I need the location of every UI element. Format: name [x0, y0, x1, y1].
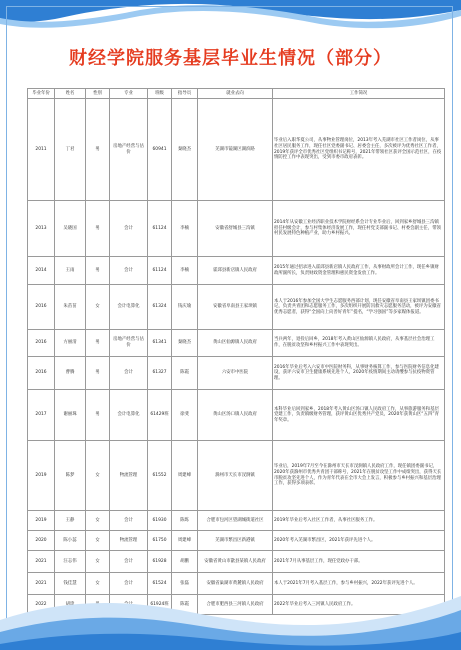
- cell-advisor: 胡鹏: [172, 551, 198, 573]
- cell-class: 60941: [148, 99, 172, 201]
- cell-advisor: 周建峰: [172, 531, 198, 551]
- cell-major: 房地产经营与估价: [110, 330, 148, 357]
- cell-class: 61124: [148, 201, 172, 257]
- cell-major: 会计电算化: [110, 285, 148, 330]
- page-title: 财经学院服务基层毕业生情况（部分）: [69, 48, 392, 69]
- cell-name: 胡琦: [55, 595, 86, 615]
- cell-year: 2016: [28, 357, 55, 390]
- cell-major: 会计: [110, 551, 148, 573]
- cell-advisor: 李楠: [172, 201, 198, 257]
- table-row: [28, 390, 445, 441]
- col-header-place: 就业去向: [198, 89, 273, 99]
- cell-name: 王静: [55, 511, 86, 531]
- cell-class: 61524: [148, 573, 172, 595]
- cell-year: 2011: [28, 99, 55, 201]
- table-row: [28, 551, 445, 573]
- cell-advisor: 李楠: [172, 257, 198, 285]
- cell-gender: 女: [86, 285, 110, 330]
- col-header-advisor: 指导员: [172, 89, 198, 99]
- cell-major: 会计: [110, 357, 148, 390]
- cell-place: 安徽省黄山市歙县某镇人民政府: [198, 551, 273, 573]
- cell-note: 2016年毕业后考入六安市中医院财务科，从事财务核算工作，参与医院财务信息化建设，获评六安市卫生健康系统先进个人，2020年疫情期间主动请缨参与抗疫物资管理。: [273, 357, 445, 390]
- cell-major: 会计: [110, 257, 148, 285]
- cell-note: 2019年毕业后考入社区工作者，从事社区服务工作。: [273, 511, 445, 531]
- cell-gender: 女: [86, 511, 110, 531]
- cell-major: 会计: [110, 201, 148, 257]
- cell-place: 合肥市肥西县三河镇人民政府: [198, 595, 273, 615]
- cell-major: 会计电算化: [110, 390, 148, 441]
- col-header-major: 专业: [110, 89, 148, 99]
- cell-class: 61552: [148, 441, 172, 511]
- cell-gender: 女: [86, 551, 110, 573]
- table-row: [28, 330, 445, 357]
- cell-year: 2017: [28, 390, 55, 441]
- cell-advisor: 秦晓杰: [172, 99, 198, 201]
- cell-name: 陈梦: [55, 441, 86, 511]
- graduates-table: [27, 88, 444, 615]
- cell-note: 2020年考入芜湖市繁昌区，2021年获评先进个人。: [273, 531, 445, 551]
- cell-class: 61750: [148, 531, 172, 551]
- col-header-note: 工作简况: [273, 89, 445, 99]
- cell-place: 黄山区仙源镇人民政府: [198, 330, 273, 357]
- cell-advisor: 陈霞: [172, 595, 198, 615]
- cell-note: 毕业后入职华夏公司，从事物业管理岗位，2013年考入芜湖市社区工作者岗位，从事社区居民服务工作，现任社区党委副书记、居委会主任，多次被评为优秀社区工作者，2019年获评全市优秀社区党组织书记称号，2021年带领社区获评全国示范社区，在疫情防控工作中表现突出，受到市委市政府表彰。: [273, 99, 445, 201]
- cell-year: 2021: [28, 573, 55, 595]
- cell-name: 钱佳慧: [55, 573, 86, 595]
- col-header-year: 毕业年份: [28, 89, 55, 99]
- cell-gender: 男: [86, 201, 110, 257]
- cell-class: 61124: [148, 257, 172, 285]
- cell-note: 2014年从安徽工业经济职业技术学院财经系会计专业毕业后，回到家乡舒城县三沟镇担任村级会计，参与村集体经济发展工作，现任村党支部副书记、村委会副主任，带领村民发展特色种植产业，助力乡村振兴。: [273, 201, 445, 257]
- cell-place: 霍邱县新店镇人民政府: [198, 257, 273, 285]
- cell-place: 芜湖市镜湖区湖滨路: [198, 99, 273, 201]
- cell-class: 61930: [148, 511, 172, 531]
- cell-place: 合肥市包河区望湖城街道社区: [198, 511, 273, 531]
- cell-note: 2022年毕业后考入三河镇人民政府工作。: [273, 595, 445, 615]
- cell-advisor: 张磊: [172, 573, 198, 595]
- cell-year: 2022: [28, 595, 55, 615]
- col-header-gender: 性别: [86, 89, 110, 99]
- table-row: [28, 441, 445, 511]
- cell-place: 安徽省阜南县王家坝镇: [198, 285, 273, 330]
- cell-gender: 男: [86, 99, 110, 201]
- cell-note: 2015年通过招录进入霍邱县新店镇人民政府工作，从事财政所会计工作，现任乡镇财政所副所长，负责财政资金管理和惠民资金发放工作。: [273, 257, 445, 285]
- table-row: [28, 357, 445, 390]
- cell-class: 61324: [148, 285, 172, 330]
- cell-note: 当兵两年，退役后回乡，2018年考入黄山区仙源镇人民政府，从事基层社会治理工作，在脱贫攻坚和乡村振兴工作中表现突出。: [273, 330, 445, 357]
- cell-place: 黄山区汤口镇人民政府: [198, 390, 273, 441]
- cell-year: 2013: [28, 201, 55, 257]
- bottom-wave-decoration: [0, 590, 461, 650]
- cell-major: 物流管理: [110, 441, 148, 511]
- cell-note: 毕业后，2019年7月至今在滁州市天长市汊涧镇人民政府工作，现任镇团委副书记，2020年获滁州市优秀共青团干部称号，2021年在脱贫攻坚工作中成绩突出，获得天长市脱贫攻坚先进个人，作为青年代表在全市大会上发言，积极参与乡村振兴和基层治理工作，获得多项表彰。: [273, 441, 445, 511]
- cell-gender: 女: [86, 531, 110, 551]
- cell-name: 丁君: [55, 99, 86, 201]
- cell-gender: 男: [86, 390, 110, 441]
- cell-gender: 男: [86, 330, 110, 357]
- cell-year: 2014: [28, 257, 55, 285]
- cell-advisor: 陈霞: [172, 357, 198, 390]
- cell-advisor: 秦晓杰: [172, 330, 198, 357]
- table-row: [28, 531, 445, 551]
- cell-class: 61327: [148, 357, 172, 390]
- cell-place: 安徽省舒城县三沟镇: [198, 201, 273, 257]
- cell-place: 芜湖市繁昌区新港镇: [198, 531, 273, 551]
- cell-year: 2019: [28, 441, 55, 511]
- cell-name: 吴晓国: [55, 201, 86, 257]
- cell-name: 王雨: [55, 257, 86, 285]
- cell-note: 本人于2016年参加全国大学生志愿服务西部计划，现任安徽省阜南县王家坝镇团委书记，负责共青团和志愿服务工作，多次组织开展防汛救灾志愿服务活动，被评为安徽省优秀志愿者，获得“全国向上向善好青年”提名，“学习强国”等多家媒体报道。: [273, 285, 445, 330]
- cell-name: 汪志伟: [55, 551, 86, 573]
- cell-class: 61341: [148, 330, 172, 357]
- table-header-row: [28, 89, 445, 99]
- cell-gender: 男: [86, 257, 110, 285]
- cell-note: 本科毕业后回到家乡，2018年考入黄山区汤口镇人民政府工作，从事旅游服务和基层党建工作，负责镇级财务管理，获评黄山区优秀共产党员，2020年获黄山区“五四”青年奖章。: [273, 390, 445, 441]
- cell-class: 61924班: [148, 595, 172, 615]
- cell-note: 2021年7月从事基层工作，现任党政办干部。: [273, 551, 445, 573]
- cell-advisor: 徐斐: [172, 390, 198, 441]
- cell-advisor: 周建峰: [172, 441, 198, 511]
- cell-note: 本人于2021年7月考入基层工作，参与乡村振兴，2022年获评先进个人。: [273, 573, 445, 595]
- table-row: [28, 285, 445, 330]
- cell-name: 曹腾: [55, 357, 86, 390]
- table-row: [28, 99, 445, 201]
- cell-place: 六安市中医院: [198, 357, 273, 390]
- cell-advisor: 陈炼: [172, 511, 198, 531]
- cell-gender: 女: [86, 441, 110, 511]
- col-header-name: 姓名: [55, 89, 86, 99]
- cell-year: 2016: [28, 330, 55, 357]
- cell-class: 61429班: [148, 390, 172, 441]
- cell-name: 谢丽珠: [55, 390, 86, 441]
- table-row: [28, 511, 445, 531]
- cell-major: 会计: [110, 511, 148, 531]
- cell-major: 会计: [110, 573, 148, 595]
- cell-name: 朱苗苗: [55, 285, 86, 330]
- cell-advisor: 钱庆瑜: [172, 285, 198, 330]
- cell-year: 2019: [28, 511, 55, 531]
- cell-place: 安徽省巢湖市黄麓镇人民政府: [198, 573, 273, 595]
- cell-major: 物流管理: [110, 531, 148, 551]
- table-row: [28, 257, 445, 285]
- cell-year: 2021: [28, 551, 55, 573]
- cell-class: 61928: [148, 551, 172, 573]
- cell-year: 2020: [28, 531, 55, 551]
- cell-year: 2016: [28, 285, 55, 330]
- cell-name: 陈小蕊: [55, 531, 86, 551]
- table-row: [28, 201, 445, 257]
- cell-gender: 男: [86, 357, 110, 390]
- col-header-class: 班级: [148, 89, 172, 99]
- cell-major: 房地产经营与估价: [110, 99, 148, 201]
- cell-place: 滁州市天长市汊涧镇: [198, 441, 273, 511]
- cell-name: 方丽清: [55, 330, 86, 357]
- cell-gender: 女: [86, 573, 110, 595]
